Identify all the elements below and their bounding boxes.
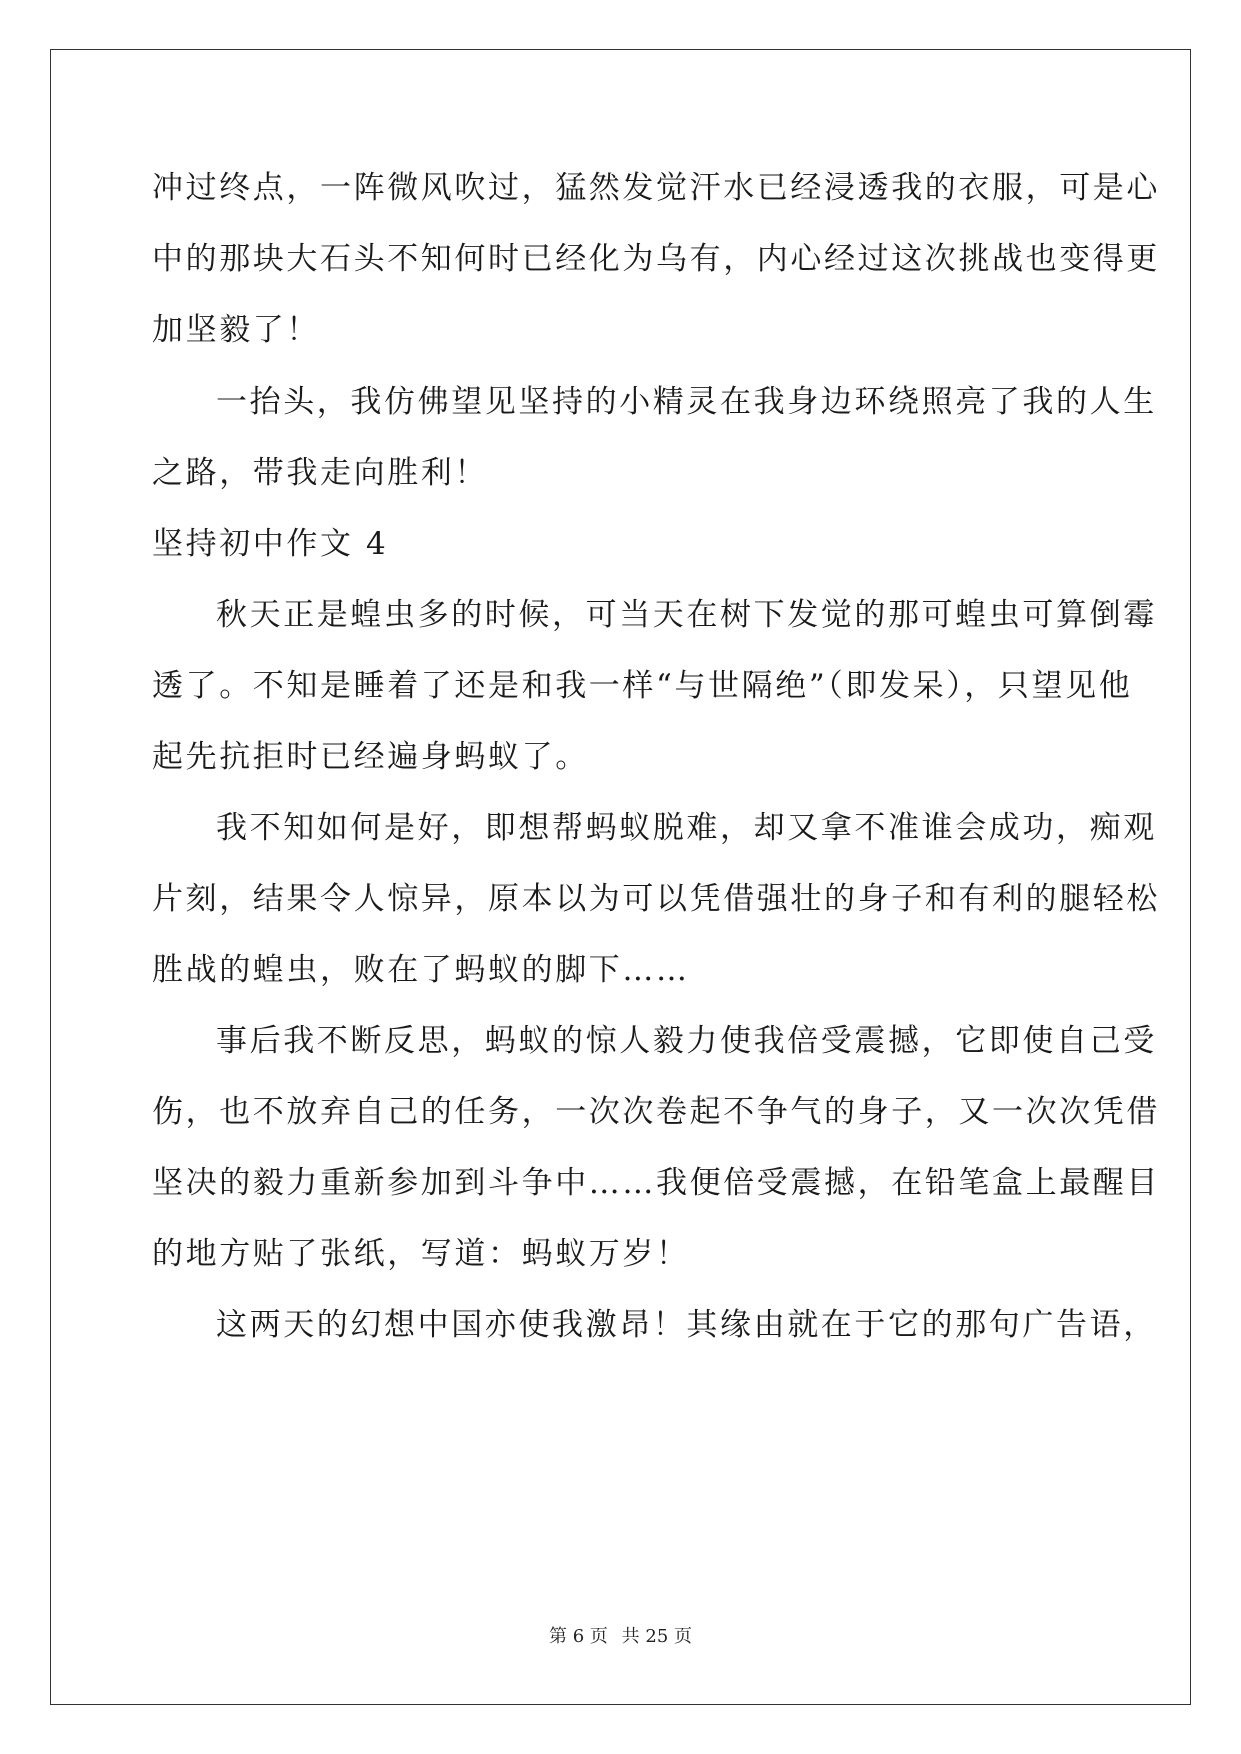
page-footer [0, 1622, 1241, 1648]
text-line: 伤，也不放弃自己的任务，一次次卷起不争气的身子，又一次次凭借 [152, 1094, 1160, 1130]
text-line: 胜战的蝗虫，败在了蚂蚁的脚下…… [152, 952, 690, 988]
text-line: 起先抗拒时已经遍身蚂蚁了。 [152, 739, 589, 775]
page-number: 第 6 页 [549, 1626, 608, 1647]
text-line: 一抬头，我仿佛望见坚持的小精灵在我身边环绕照亮了我的人生 [216, 384, 1157, 420]
text-line: 之路，带我走向胜利！ [152, 455, 488, 491]
text-line: 中的那块大石头不知何时已经化为乌有，内心经过这次挑战也变得更 [152, 241, 1160, 277]
section-heading: 坚持初中作文 4 [152, 526, 389, 562]
text-line: 片刻，结果令人惊异，原本以为可以凭借强壮的身子和有利的腿轻松 [152, 881, 1160, 917]
text-line: 坚决的毅力重新参加到斗争中……我便倍受震撼，在铅笔盒上最醒目 [152, 1165, 1160, 1201]
text-line: 透了。不知是睡着了还是和我一样“与世隔绝”（即发呆），只望见他 [152, 668, 1133, 704]
text-line: 冲过终点，一阵微风吹过，猛然发觉汗水已经浸透我的衣服，可是心 [152, 170, 1160, 206]
page-total: 共 25 页 [621, 1626, 692, 1647]
text-line: 事后我不断反思，蚂蚁的惊人毅力使我倍受震撼，它即使自己受 [216, 1023, 1157, 1059]
text-line: 加坚毅了！ [152, 312, 320, 348]
text-line: 这两天的幻想中国亦使我激昂！其缘由就在于它的那句广告语， [216, 1307, 1157, 1343]
page-border [50, 49, 1191, 1705]
text-line: 我不知如何是好，即想帮蚂蚁脱难，却又拿不准谁会成功，痴观 [216, 810, 1157, 846]
text-line: 秋天正是蝗虫多的时候，可当天在树下发觉的那可蝗虫可算倒霉 [216, 597, 1157, 633]
text-line: 的地方贴了张纸，写道：蚂蚁万岁！ [152, 1236, 690, 1272]
